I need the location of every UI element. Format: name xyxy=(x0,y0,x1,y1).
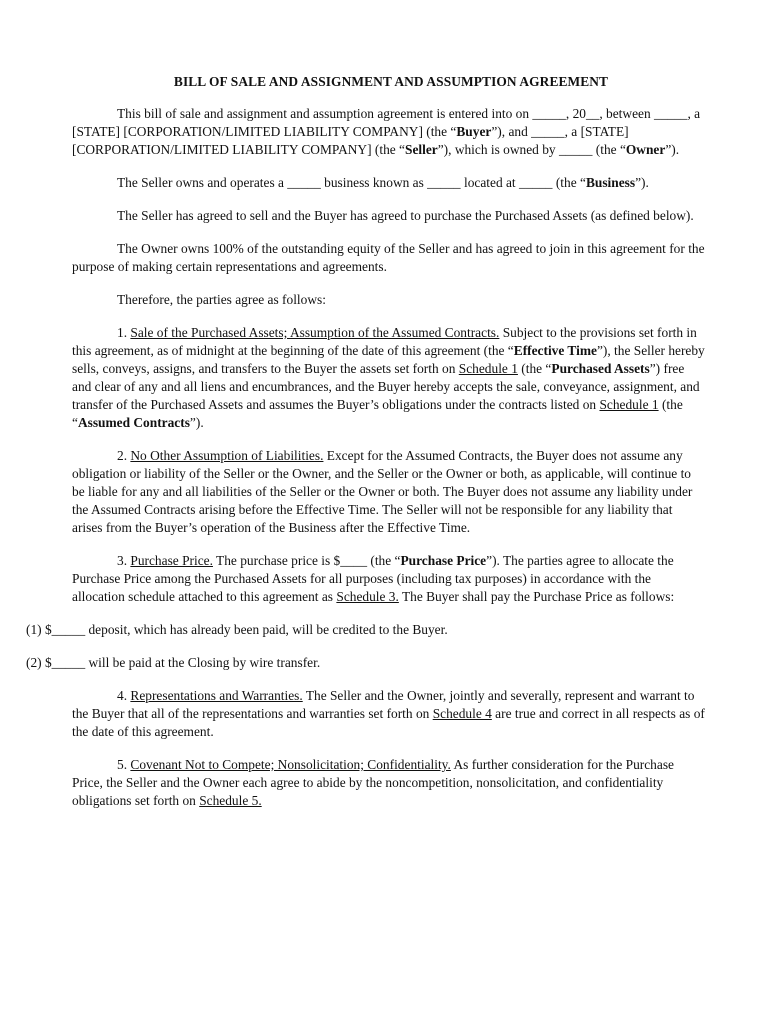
section-1-text-5: (the “ xyxy=(72,397,683,430)
intro-text-1: This bill of sale and assignment and assumption agreement is entered into on _____, 20__, between _____, a [STATE] [CORPORATION/LIMITED LIABILITY COMPANY] (the “ xyxy=(72,106,701,139)
section-5-heading: Covenant Not to Compete; Nonsolicitation; Confidentiality. xyxy=(130,757,451,772)
section-5 xyxy=(72,756,706,810)
schedule-3-reference: Schedule 3. xyxy=(336,589,399,604)
term-purchase-price: Purchase Price xyxy=(400,553,487,568)
intro-text-4: ”). xyxy=(665,142,680,157)
term-owner: Owner xyxy=(625,142,666,157)
section-4-text-1: The Seller and the Owner, jointly and severally, represent and warrant to the Buyer that all of the representations and warranties set forth on xyxy=(72,688,695,721)
term-effective-time: Effective Time xyxy=(513,343,597,358)
term-purchased-assets: Purchased Assets xyxy=(551,361,650,376)
section-1-text-3: (the “ xyxy=(517,361,552,376)
schedule-5-reference: Schedule 5. xyxy=(199,793,262,808)
section-2-number: 2. xyxy=(117,448,131,463)
section-1-number: 1. xyxy=(117,325,131,340)
term-assumed-contracts: Assumed Contracts xyxy=(77,415,190,430)
intro-paragraph xyxy=(72,105,706,159)
section-4-text-2: are true and correct in all respects as of the date of this agreement. xyxy=(72,706,705,739)
section-2-text: Except for the Assumed Contracts, the Buyer does not assume any obligation or liability of the Seller or the Owner, and the Seller or the Owner or both, as applicable, will continue to be liable for any and all liabilities of the Seller or the Owner or both. The Buyer does not assume any liability under the Assumed Contracts arising before the Effective Time. The Seller will not be responsible for any liability that arises from the Buyer’s operation of the Business after the Effective Time. xyxy=(72,448,693,535)
schedule-4-reference: Schedule 4 xyxy=(432,706,492,721)
payment-item-1: (1) $_____ deposit, which has already been paid, will be credited to the Buyer. xyxy=(26,622,448,637)
section-3-text-2: ”). The parties agree to allocate the Purchase Price among the Purchased Assets for all purposes (including tax purposes) in accordance with the allocation schedule attached to this agreement as xyxy=(72,553,674,604)
section-1 xyxy=(72,324,706,432)
term-business: Business xyxy=(585,175,636,190)
section-3 xyxy=(72,552,706,606)
section-2-heading: No Other Assumption of Liabilities. xyxy=(130,448,324,463)
section-1-text-2: ”), the Seller hereby sells, conveys, assigns, and transfers to the Buyer the assets set forth on xyxy=(72,343,705,376)
section-1-text-1: Subject to the provisions set forth in this agreement, as of midnight at the beginning of the date of this agreement (the “ xyxy=(72,325,697,358)
section-1-text-4: ”) free and clear of any and all liens and encumbrances, and the Buyer hereby accepts the sale, conveyance, assignment, and transfer of the Purchased Assets and assumes the Buyer’s obligations under the contracts listed on xyxy=(72,361,700,412)
owner-paragraph: The Owner owns 100% of the outstanding equity of the Seller and has agreed to join in this agreement for the purpose of making certain representations and agreements. xyxy=(72,241,705,274)
section-4 xyxy=(72,687,706,741)
agreed-paragraph: The Seller has agreed to sell and the Buyer has agreed to purchase the Purchased Assets (as defined below). xyxy=(117,208,694,223)
schedule-1-reference: Schedule 1 xyxy=(458,361,518,376)
section-5-text-1: As further consideration for the Purchase Price, the Seller and the Owner each agree to abide by the noncompetition, nonsolicitation, and confidentiality obligations set forth on xyxy=(72,757,674,808)
intro-text-3: ”), which is owned by _____ (the “ xyxy=(437,142,626,157)
therefore-paragraph: Therefore, the parties agree as follows: xyxy=(117,292,326,307)
term-buyer: Buyer xyxy=(456,124,492,139)
section-1-heading: Sale of the Purchased Assets; Assumption of the Assumed Contracts. xyxy=(130,325,500,340)
section-4-number: 4. xyxy=(117,688,131,703)
business-paragraph xyxy=(72,174,706,192)
section-3-number: 3. xyxy=(117,553,131,568)
document-title: BILL OF SALE AND ASSIGNMENT AND ASSUMPTION AGREEMENT xyxy=(173,74,609,89)
term-seller: Seller xyxy=(405,142,438,157)
section-4-heading: Representations and Warranties. xyxy=(130,688,303,703)
section-3-text-1: The purchase price is $____ (the “ xyxy=(212,553,401,568)
section-2 xyxy=(72,447,706,537)
section-1-text-6: ”). xyxy=(189,415,204,430)
business-text-2: ”). xyxy=(635,175,649,190)
section-3-text-3: The Buyer shall pay the Purchase Price as follows: xyxy=(398,589,675,604)
section-5-number: 5. xyxy=(117,757,131,772)
payment-item-2: (2) $_____ will be paid at the Closing by wire transfer. xyxy=(26,655,321,670)
schedule-1-reference-2: Schedule 1 xyxy=(599,397,659,412)
section-3-heading: Purchase Price. xyxy=(130,553,213,568)
intro-text-2: ”), and _____, a [STATE] [CORPORATION/LIMITED LIABILITY COMPANY] (the “ xyxy=(72,124,629,157)
business-text-1: The Seller owns and operates a _____ business known as _____ located at _____ (the “ xyxy=(117,175,586,190)
